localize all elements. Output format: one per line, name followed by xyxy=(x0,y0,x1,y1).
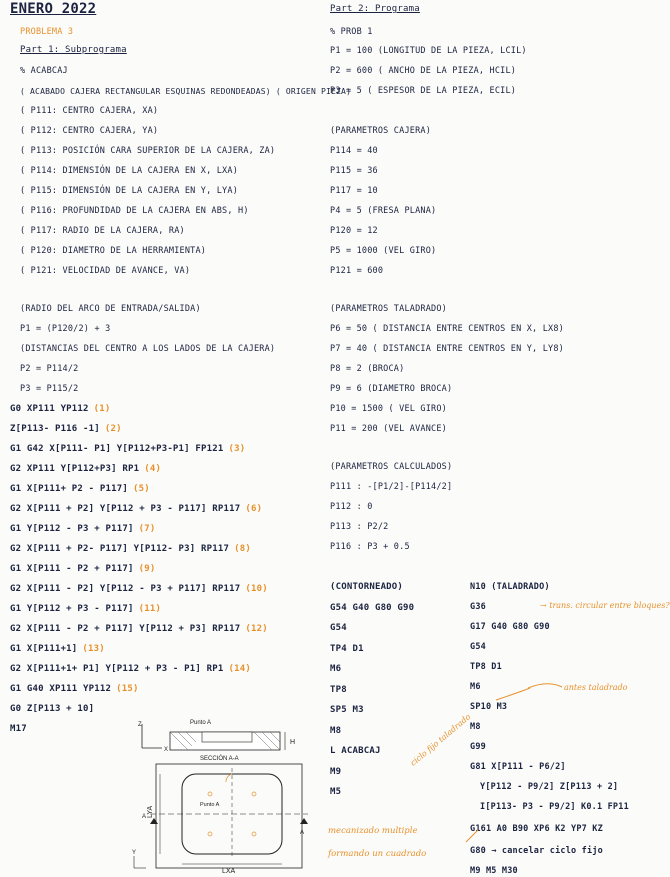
right-line: P111 : -[P1/2]-[P114/2] xyxy=(330,482,453,492)
right-line: P3 = 5 ( ESPESOR DE LA PIEZA, ECIL) xyxy=(330,86,517,96)
right-line: P6 = 50 ( DISTANCIA ENTRE CENTROS EN X, LX8) xyxy=(330,324,564,334)
step-number: (15) xyxy=(116,684,139,694)
drilling-line: G81 X[P111 - P6/2] xyxy=(470,762,566,772)
left-line: ( P121: VELOCIDAD DE AVANCE, VA) xyxy=(20,266,191,276)
drilling-line: G54 xyxy=(470,642,486,652)
right-line: P9 = 6 (DIAMETRO BROCA) xyxy=(330,384,453,394)
step-number: (3) xyxy=(228,444,246,454)
drilling-line: SP10 M3 xyxy=(470,702,508,712)
left-line: ( P120: DIAMETRO DE LA HERRAMIENTA) xyxy=(20,246,207,256)
code-text: G2 X[P111 + P2] Y[P112 + P3 - P117] RP117 xyxy=(10,504,241,514)
left-line: P3 = P115/2 xyxy=(20,384,79,394)
code-text: G2 XP111 Y[P112+P3] RP1 xyxy=(10,464,140,474)
right-line: P7 = 40 ( DISTANCIA ENTRE CENTROS EN Y, LY8) xyxy=(330,344,564,354)
code-text: G2 X[P111 - P2 + P117] Y[P112 + P3] RP117 xyxy=(10,624,241,634)
pocket-drawing xyxy=(130,718,310,874)
left-line: ( P113: POSICIÓN CARA SUPERIOR DE LA CAJERA, ZA) xyxy=(20,146,276,156)
left-line: (RADIO DEL ARCO DE ENTRADA/SALIDA) xyxy=(20,304,201,314)
right-line: P117 = 10 xyxy=(330,186,378,196)
left-line: P2 = P114/2 xyxy=(20,364,79,374)
contour-line: (CONTORNEADO) xyxy=(330,582,404,592)
right-line: P8 = 2 (BROCA) xyxy=(330,364,405,374)
contour-line: M8 xyxy=(330,725,342,736)
step-number: (4) xyxy=(144,464,162,474)
code-text: G1 G42 X[P111- P1] Y[P112+P3-P1] FP121 xyxy=(10,444,224,454)
y-axis-label: Y xyxy=(132,850,137,856)
section-label: SECCIÓN A-A xyxy=(200,756,239,762)
lxa-label: LXA xyxy=(222,868,236,875)
part1-heading: Part 1: Subprograma xyxy=(20,45,127,55)
contour-line: SP5 M3 xyxy=(330,705,364,715)
step-number: (1) xyxy=(93,404,111,414)
drilling-line: Y[P112 - P9/2] Z[P113 + 2] xyxy=(480,782,619,792)
code-text: G0 XP111 YP112 xyxy=(10,404,89,414)
contour-line: L ACABCAJ xyxy=(330,746,381,756)
h-label: H xyxy=(290,739,296,746)
right-line: P10 = 1500 ( VEL GIRO) xyxy=(330,404,447,414)
right-line: P120 = 12 xyxy=(330,226,378,236)
code-text: M17 xyxy=(10,724,27,734)
contour-line: M9 xyxy=(330,766,342,777)
step-number: (10) xyxy=(245,584,268,594)
left-line: ( P112: CENTRO CAJERA, YA) xyxy=(20,126,159,136)
drilling-line: G80 → cancelar ciclo fijo xyxy=(470,846,603,856)
right-line: (PARAMETROS TALADRADO) xyxy=(330,304,447,314)
contour-line: M6 xyxy=(330,664,342,674)
punto-a-plan-label: Punto A xyxy=(200,802,220,808)
left-line: (DISTANCIAS DEL CENTRO A LOS LADOS DE LA CAJERA) xyxy=(20,344,276,354)
right-line: P112 : 0 xyxy=(330,502,373,512)
right-line: P116 : P3 + 0.5 xyxy=(330,542,410,552)
x-axis-label: X xyxy=(164,747,169,753)
contour-line: G54 xyxy=(330,623,347,633)
part2-heading: Part 2: Programa xyxy=(330,4,420,14)
z-axis-label: Z xyxy=(138,722,142,728)
right-line: P114 = 40 xyxy=(330,146,378,156)
right-line: P1 = 100 (LONGITUD DE LA PIEZA, LCIL) xyxy=(330,46,527,56)
annotation-ciclo: ciclo fijo taladrado xyxy=(408,712,473,768)
drilling-line: M8 xyxy=(470,722,481,732)
step-number: (7) xyxy=(138,524,156,534)
left-line: ( P115: DIMENSIÓN DE LA CAJERA EN Y, LYA) xyxy=(20,186,239,196)
step-number: (5) xyxy=(133,484,150,494)
page-title: ENERO 2022 xyxy=(10,1,97,17)
lya-label: LYA xyxy=(147,805,154,818)
right-line: P115 = 36 xyxy=(330,166,378,176)
right-line: P113 : P2/2 xyxy=(330,522,389,532)
drilling-line: G36 xyxy=(470,602,486,612)
left-line: ( ACABADO CAJERA RECTANGULAR ESQUINAS REDONDEADAS) ( ORIGEN PIEZA) xyxy=(20,87,352,96)
code-text: G2 X[P111 + P2- P117] Y[P112- P3] RP117 xyxy=(10,544,230,554)
code-text: G1 X[P111+ P2 - P117] xyxy=(10,484,128,494)
drilling-line: M6 xyxy=(470,682,481,692)
code-text: G2 X[P111+1+ P1] Y[P112 + P3 - P1] RP1 xyxy=(10,664,224,674)
annotation-formando: formando un cuadrado xyxy=(328,849,427,859)
drilling-line: G161 A0 B90 XP6 K2 YP7 KZ xyxy=(470,824,603,834)
drilling-line: TP8 D1 xyxy=(470,662,502,672)
left-line: ( P117: RADIO DE LA CAJERA, RA) xyxy=(20,226,185,236)
left-line: ( P116: PROFUNDIDAD DE LA CAJERA EN ABS, H) xyxy=(20,206,249,216)
annotation-mecanizado: mecanizado multiple xyxy=(328,826,418,836)
left-line: ( P114: DIMENSIÓN DE LA CAJERA EN X, LXA) xyxy=(20,166,239,176)
drilling-line: N10 (TALADRADO) xyxy=(470,582,550,592)
left-line: P1 = (P120/2) + 3 xyxy=(20,324,111,334)
code-text: G2 X[P111 - P2] Y[P112 - P3 + P117] RP117 xyxy=(10,584,241,594)
code-text: G0 Z[P113 + 10] xyxy=(10,704,95,714)
right-line: (PARAMETROS CAJERA) xyxy=(330,126,432,136)
code-text: G1 Y[P112 - P3 + P117] xyxy=(10,524,134,534)
right-line: P121 = 600 xyxy=(330,266,384,276)
left-line: ( P111: CENTRO CAJERA, XA) xyxy=(20,106,159,116)
annotation-antes: antes taladrado xyxy=(564,683,628,692)
step-number: (13) xyxy=(82,644,105,654)
punto-a-label: Punto A xyxy=(190,720,212,726)
step-number: (14) xyxy=(228,664,251,674)
problem-label: PROBLEMA 3 xyxy=(20,27,74,37)
contour-line: TP4 D1 xyxy=(330,643,364,654)
section-mark-right: A xyxy=(300,830,305,836)
annotation-g36: → trans. circular entre bloques? xyxy=(540,601,670,610)
contour-line: G54 G40 G80 G90 xyxy=(330,602,415,613)
right-line: P11 = 200 (VEL AVANCE) xyxy=(330,424,447,434)
right-line: P4 = 5 (FRESA PLANA) xyxy=(330,206,437,216)
contour-line: TP8 xyxy=(330,684,347,695)
right-line: % PROB 1 xyxy=(330,27,373,37)
drilling-line: I[P113- P3 - P9/2] K0.1 FP11 xyxy=(480,802,629,812)
code-text: G1 G40 XP111 YP112 xyxy=(10,684,112,694)
drilling-line: G99 xyxy=(470,742,486,752)
drilling-line: M9 M5 M30 xyxy=(470,866,518,876)
drilling-line: G17 G40 G80 G90 xyxy=(470,622,550,632)
left-line: % ACABCAJ xyxy=(20,66,68,76)
right-line: P2 = 600 ( ANCHO DE LA PIEZA, HCIL) xyxy=(330,66,517,76)
section-mark-left: A xyxy=(142,814,147,820)
code-text: Z[P113- P116 -1] xyxy=(10,424,100,434)
right-line: P5 = 1000 (VEL GIRO) xyxy=(330,246,437,256)
step-number: (11) xyxy=(138,604,162,614)
right-line: (PARAMETROS CALCULADOS) xyxy=(330,462,453,472)
code-text: G1 X[P111+1] xyxy=(10,644,78,654)
step-number: (6) xyxy=(245,504,263,514)
step-number: (8) xyxy=(234,544,251,554)
contour-line: M5 xyxy=(330,787,342,797)
step-number: (12) xyxy=(245,624,268,634)
step-number: (2) xyxy=(104,424,122,434)
code-text: G1 Y[P112 + P3 - P117] xyxy=(10,604,134,614)
code-text: G1 X[P111 - P2 + P117] xyxy=(10,564,134,574)
step-number: (9) xyxy=(138,564,156,574)
